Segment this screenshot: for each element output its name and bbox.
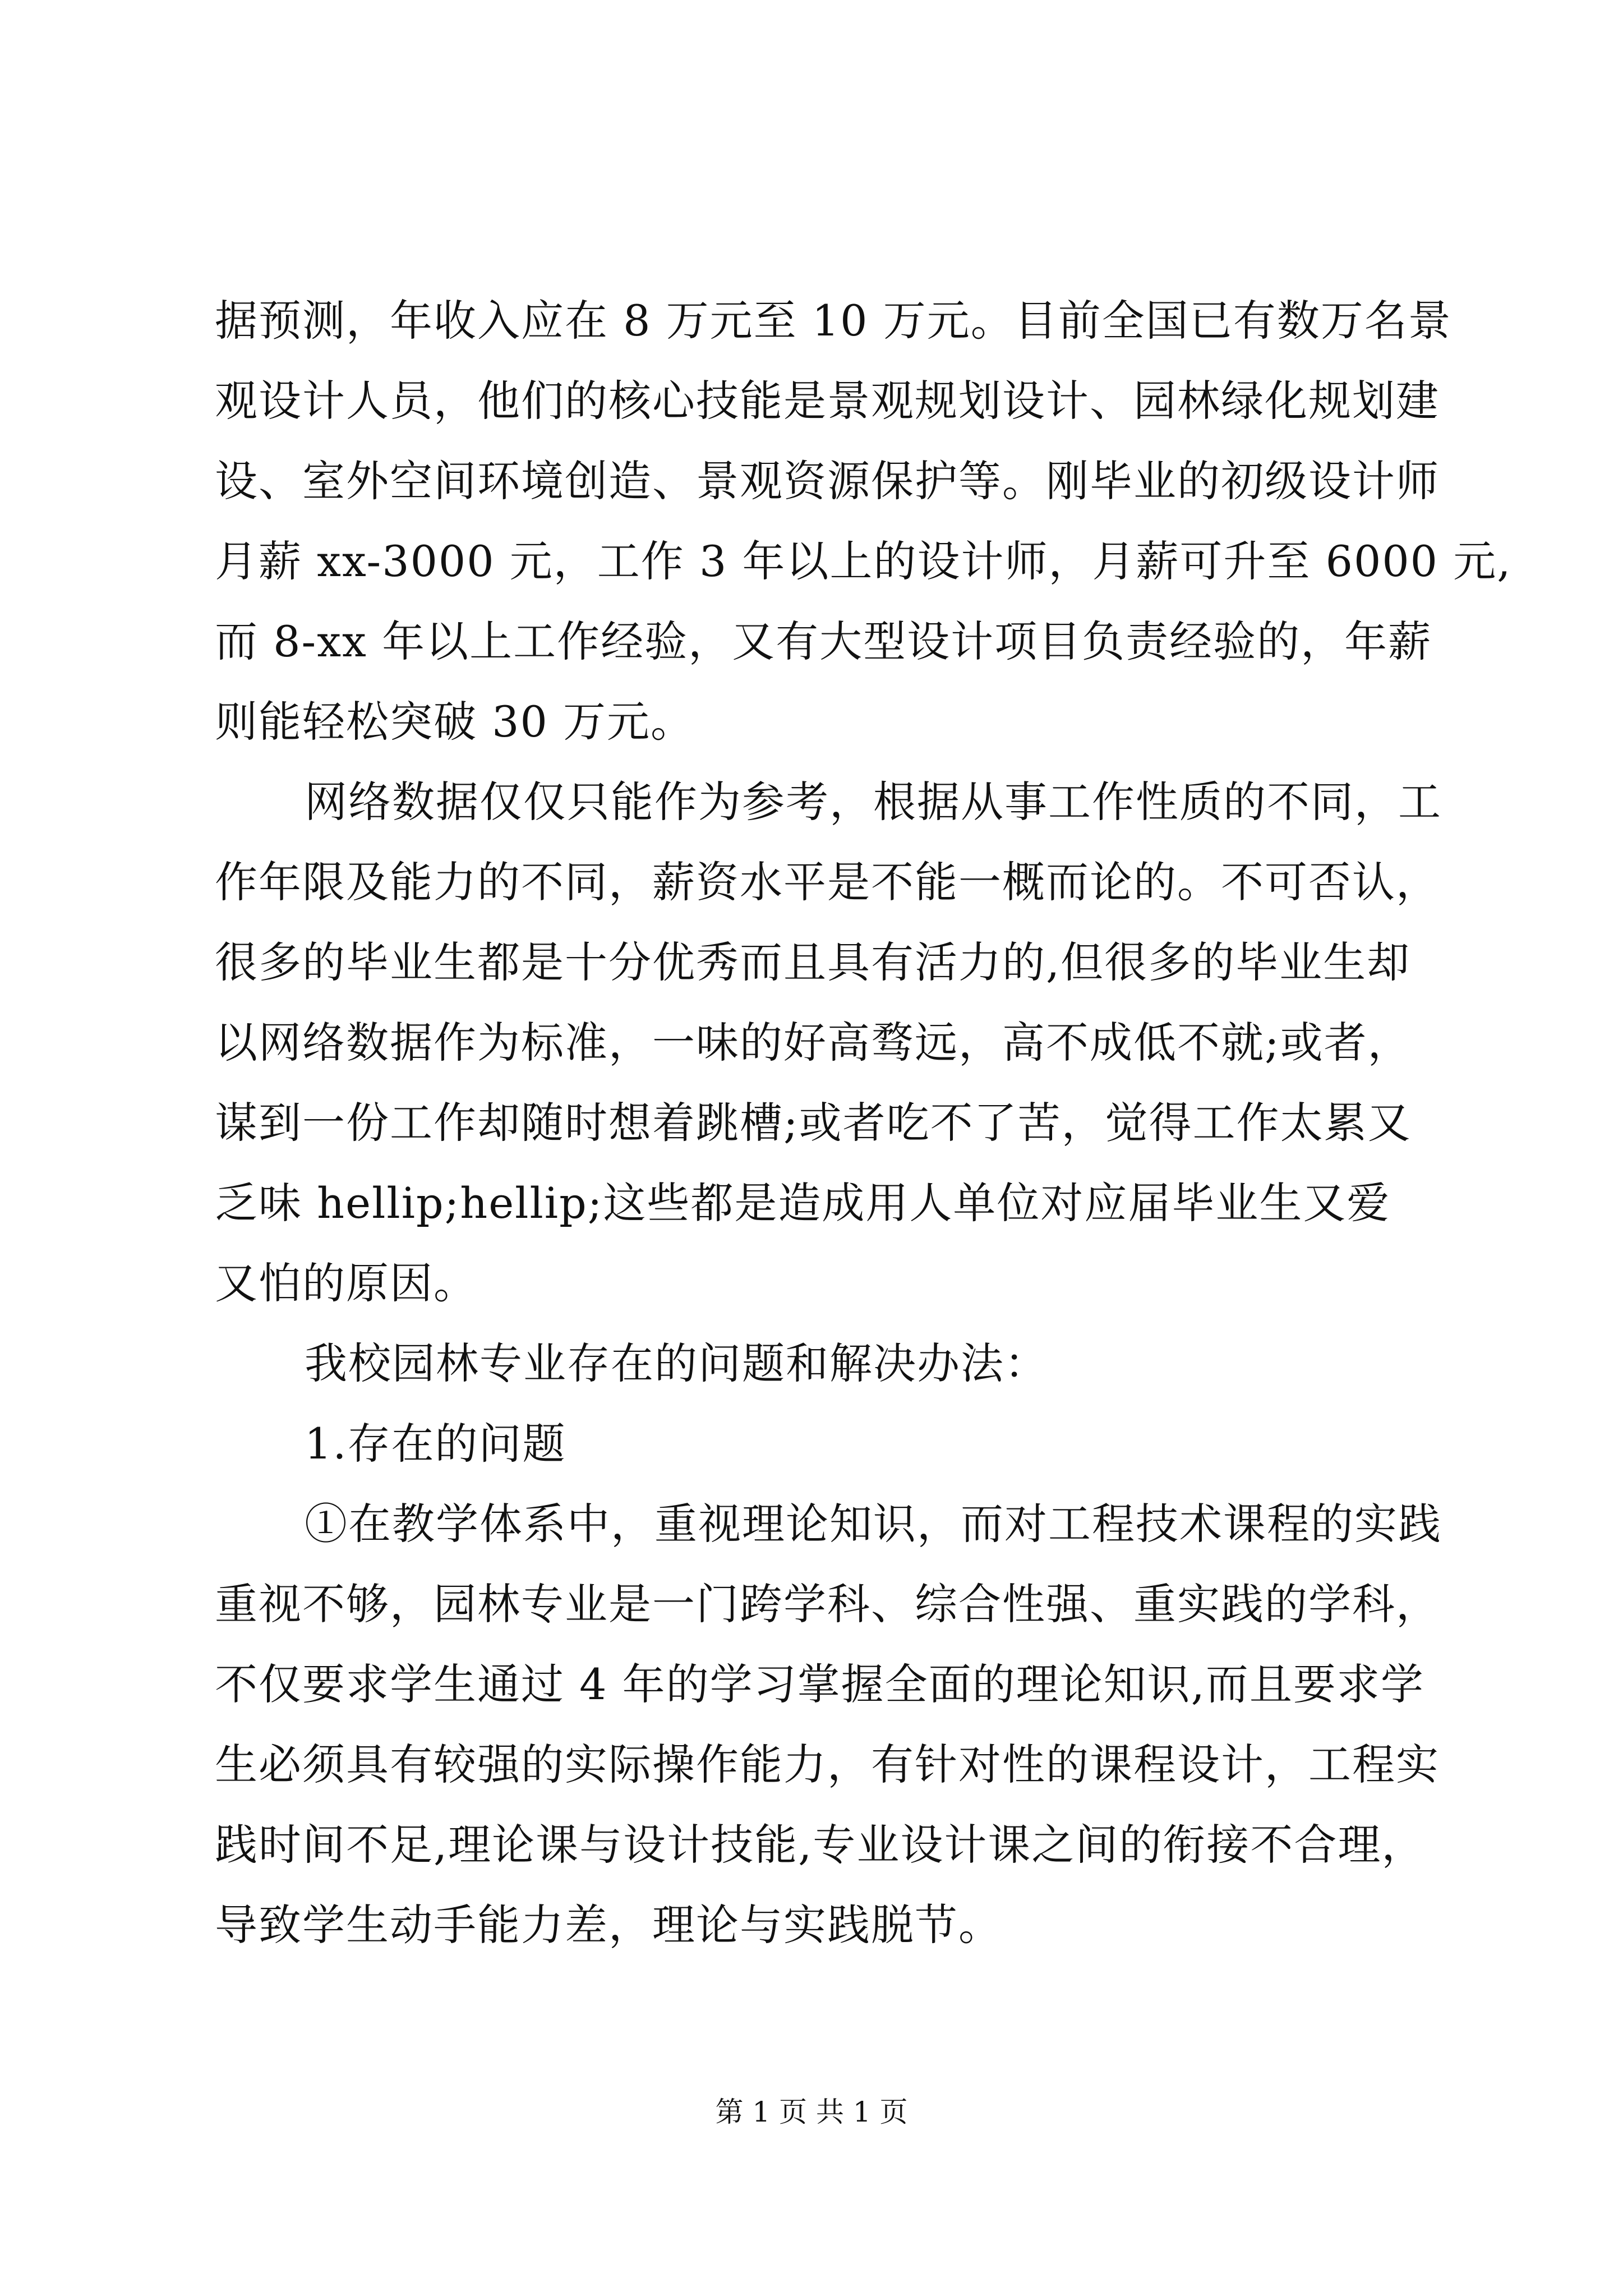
- text-line: 生必须具有较强的实际操作能力，有针对性的课程设计，工程实: [215, 1740, 1440, 1789]
- text-line: 作年限及能力的不同，薪资水平是不能一概而论的。不可否认，: [215, 857, 1440, 907]
- text-line: 不仅要求学生通过 4 年的学习掌握全面的理论知识,而且要求学: [215, 1659, 1424, 1709]
- page-footer: 第 1 页 共 1 页: [715, 2096, 908, 2128]
- text-line: 谋到一份工作却随时想着跳槽;或者吃不了苦，觉得工作太累又: [215, 1098, 1412, 1148]
- text-line: 月薪 xx-3000 元，工作 3 年以上的设计师，月薪可升至 6000 元,: [215, 536, 1512, 586]
- text-line: 导致学生动手能力差，理论与实践脱节。: [215, 1900, 1002, 1950]
- text-line: 网络数据仅仅只能作为参考，根据从事工作性质的不同，工: [305, 777, 1442, 827]
- text-line: 而 8-xx 年以上工作经验，又有大型设计项目负责经验的，年薪: [215, 616, 1432, 666]
- text-line: 观设计人员，他们的核心技能是景观规划设计、园林绿化规划建: [215, 376, 1440, 426]
- text-line: 又怕的原因。: [215, 1258, 477, 1308]
- text-line: 重视不够，园林专业是一门跨学科、综合性强、重实践的学科，: [215, 1579, 1440, 1629]
- text-line: 以网络数据作为标准，一味的好高骛远，高不成低不就;或者，: [215, 1018, 1412, 1068]
- text-line: 据预测，年收入应在 8 万元至 10 万元。目前全国已有数万名景: [215, 296, 1452, 346]
- text-line: 设、室外空间环境创造、景观资源保护等。刚毕业的初级设计师: [215, 456, 1440, 506]
- text-line: 践时间不足,理论课与设计技能,专业设计课之间的衔接不合理，: [215, 1820, 1426, 1870]
- text-line: ①在教学体系中，重视理论知识，而对工程技术课程的实践: [305, 1499, 1442, 1549]
- text-line: 很多的毕业生都是十分优秀而且具有活力的,但很多的毕业生却: [215, 937, 1411, 987]
- text-line: 则能轻松突破 30 万元。: [215, 697, 695, 747]
- document-body: [215, 280, 1512, 1965]
- section-intro: 我校园林专业存在的问题和解决办法：: [305, 1338, 1048, 1388]
- text-line: 乏味 hellip;hellip;这些都是造成用人单位对应届毕业生又爱: [215, 1178, 1391, 1228]
- section-heading: 1.存在的问题: [305, 1419, 566, 1469]
